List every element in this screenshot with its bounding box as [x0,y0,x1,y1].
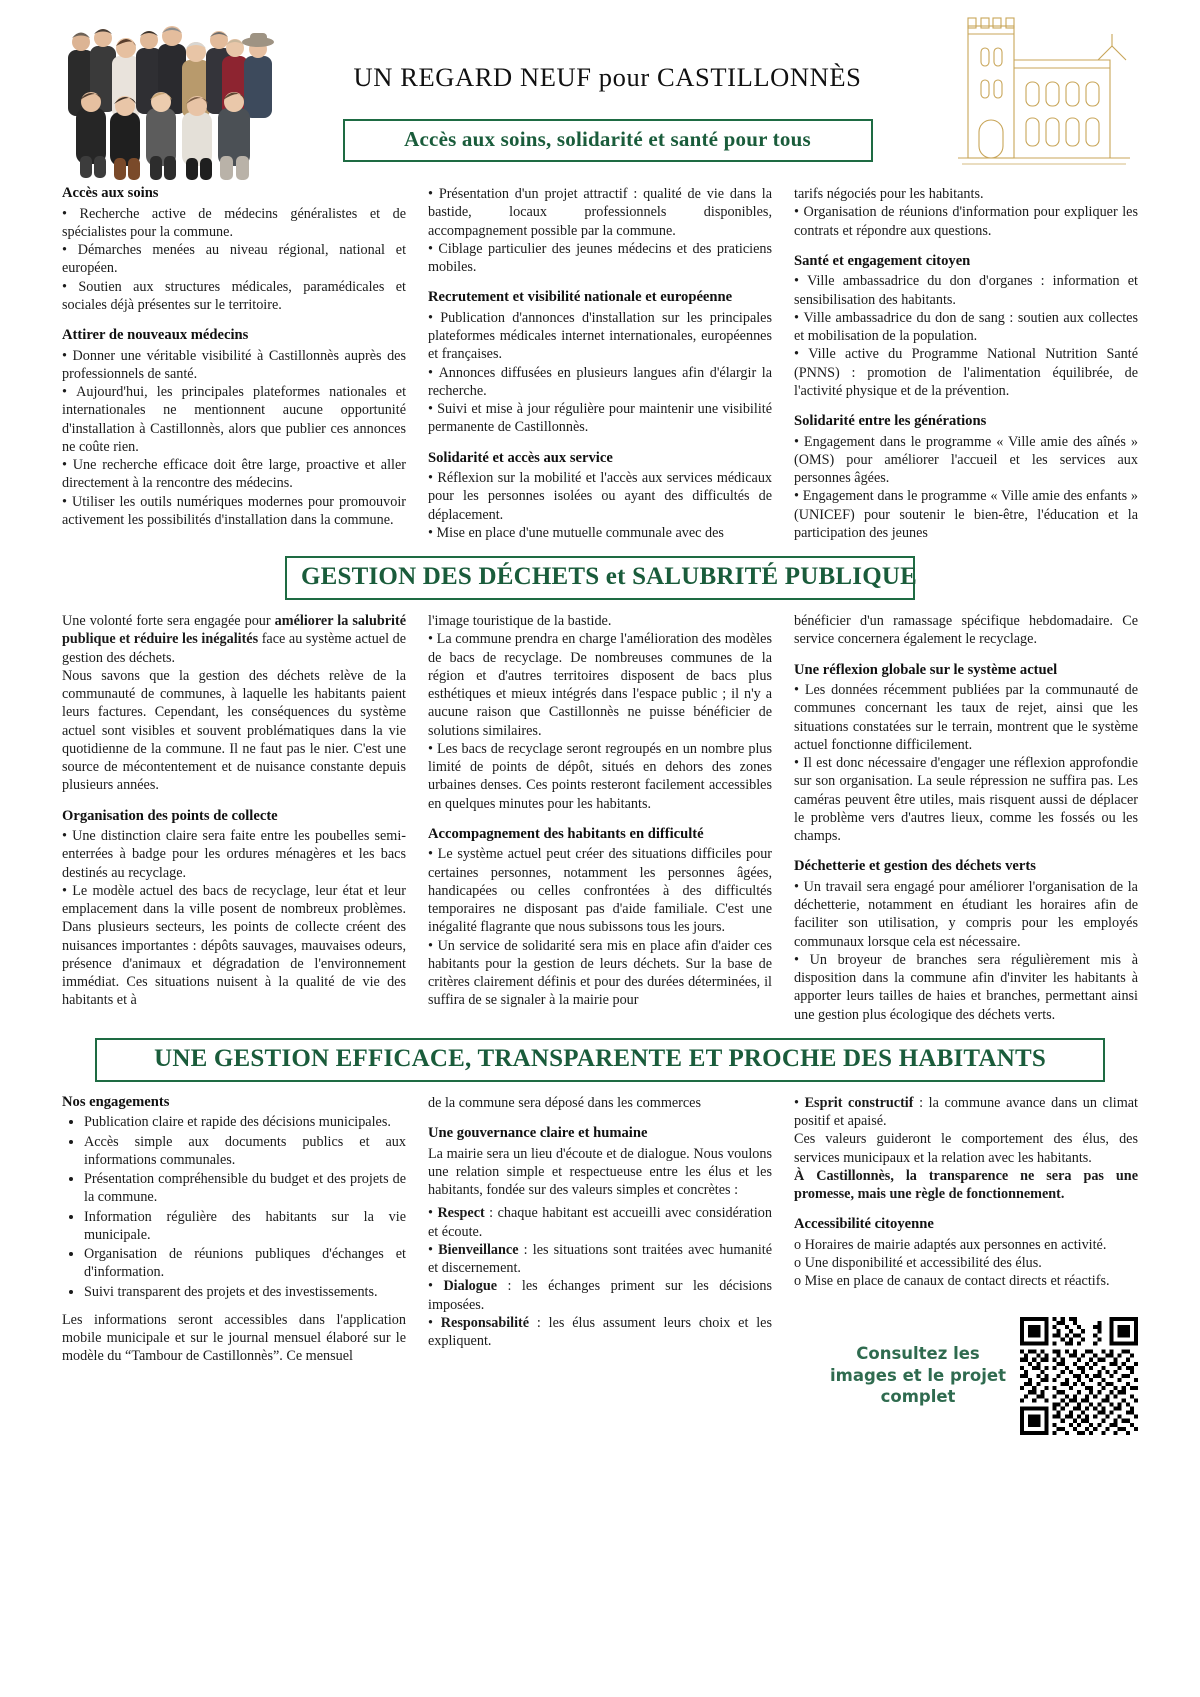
bullet: • La commune prendra en charge l'amélioration des modèles de bacs de recyclage. De nombreuses communes de la région et d'autres territoires disposent de bacs plus esthétiques et mieux intégrés dans l'espace public ; il n'y a aucune raison que Castillonnès ne puisse bénéficier de solutions similaires. [428,630,772,740]
governance-section-banner-text: UNE GESTION EFFICACE, TRANSPARENTE ET PROCHE DES HABITANTS [154,1044,1046,1072]
governance-column-1 [62,1094,406,1366]
health-column-3 [794,185,1138,542]
waste-section-columns [0,612,1200,1024]
bullet: • Ciblage particulier des jeunes médecins et des praticiens mobiles. [428,240,772,277]
heading-accessibilite-citoyenne: Accessibilité citoyenne [794,1216,934,1233]
value-label: Responsabilité [440,1314,530,1331]
health-section-columns [0,185,1200,542]
paragraph-intro [62,612,406,667]
bullet: • Les bacs de recyclage seront regroupés en un nombre plus limité de points de dépôt, situés en dehors des zones urbaines denses. Ces points resteront facilement accessibles en quelques minutes pour les habitants. [428,740,772,813]
bullet: • Démarches menées au niveau régional, national et européen. [62,241,406,278]
paragraph: Les informations seront accessibles dans l'application mobile municipale et sur le journal mensuel élaboré sur le modèle du “Tambour de Castillonnès”. Ce mensuel [62,1311,406,1365]
waste-section-banner-text: GESTION DES DÉCHETS et SALUBRITÉ PUBLIQUE [301,563,917,590]
value-label: Bienveillance [438,1241,519,1258]
governance-section-banner [95,1038,1105,1082]
value-dialogue [428,1277,772,1314]
bullet: • Engagement dans le programme « Ville amie des enfants » (UNICEF) pour soutenir le bien-être, l'éducation et la participation des jeunes [794,487,1138,542]
list-item: • Organisation de réunions publiques d'échanges et d'information. [84,1245,406,1282]
value-responsabilite [428,1314,772,1351]
health-column-2 [428,185,772,542]
value-label: Esprit constructif [804,1094,914,1111]
bullet: • Soutien aux structures médicales, paramédicales et sociales déjà présentes sur le territoire. [62,278,406,315]
heading-solidarite-generations: Solidarité entre les générations [794,413,987,429]
qr-caption [830,1343,1006,1407]
governance-section-columns [0,1094,1200,1435]
heading-gouvernance-claire-humaine: Une gouvernance claire et humaine [428,1125,648,1141]
paragraph: Nous savons que la gestion des déchets relève de la communauté de communes, à laquelle les habitants paient leurs factures. Cependant, les conséquences du système actuel sont visibles et souvent problématiques dans la vie quotidienne de la commune. Il ne faut pas le nier. C'est une source de mécontentement et de nuisance constante depuis plusieurs années. [62,667,406,794]
bullet: • Un service de solidarité sera mis en place afin d'aider ces habitants pour la gestion de leurs déchets. Sur la base de critères clairement définis et pour des durées déterminées, il suffira de se signaler à la mairie pour [428,937,772,1010]
value-label: Respect [437,1205,485,1222]
intro-part-2: face au système actuel de gestion des déchets. [62,631,406,666]
waste-column-1 [62,612,406,1010]
bullet: • Engagement dans le programme « Ville amie des aînés » (OMS) pour améliorer l'accueil et les services aux personnes âgées. [794,433,1138,488]
waste-column-2 [428,612,772,1010]
heading-recrutement-visibilite: Recrutement et visibilité nationale et européenne [428,289,733,306]
heading-nos-engagements: Nos engagements [62,1093,170,1110]
accessibility-item: o Mise en place de canaux de contact directs et réactifs. [794,1272,1138,1290]
bullet: • Ville ambassadrice du don de sang : soutien aux collectes et mobilisation de la population. [794,309,1138,346]
paragraph: La mairie sera un lieu d'écoute et de dialogue. Nous voulons une relation simple et respectueuse entre les élus et les habitants, fondée sur des valeurs simples et concrètes : [428,1145,772,1198]
bullet: • Recherche active de médecins généralistes et de spécialistes pour la commune. [62,205,406,242]
bullet: • Utiliser les outils numériques modernes pour promouvoir activement les possibilités d'installation dans la commune. [62,493,406,530]
value-bienveillance [428,1241,772,1278]
intro-highlight: améliorer la salubrité publique et réduire les inégalités [62,613,406,648]
list-item: • Présentation compréhensible du budget et des projets de la commune. [84,1170,406,1207]
bullet: • Un broyeur de branches sera régulièrement mis à disposition dans la commune afin d'inviter les habitants à apporter leurs tailles de haies et branches, permettant ainsi une gestion plus écologique des déchets verts. [794,951,1138,1024]
bullet: • Il est donc nécessaire d'engager une réflexion approfondie sur son organisation. La seule répression ne suffira pas. Les caméras peuvent être utiles, mais risquent aussi de déplacer le problème vers d'autres lieux, comme les fossés ou les champs. [794,754,1138,845]
value-text: : les échanges priment sur les décisions imposées. [428,1278,772,1313]
governance-column-3 [794,1094,1138,1435]
heading-accompagnement-habitants: Accompagnement des habitants en difficulté [428,825,704,842]
bullet: • Suivi et mise à jour régulière pour maintenir une visibilité permanente de Castillonnès. [428,400,772,437]
qr-caption-line-1: Consultez les [856,1344,980,1364]
heading-acces-aux-soins: Accès aux soins [62,185,159,201]
bullet: • Présentation d'un projet attractif : qualité de vie dans la bastide, locaux professionnels disponibles, accompagnement possible par la commune. [428,185,772,240]
value-text: : les élus assument leurs choix et les expliquent. [428,1314,772,1349]
bullet: • Donner une véritable visibilité à Castillonnès auprès des professionnels de santé. [62,347,406,384]
page-title: UN REGARD NEUF pour CASTILLONNÈS [353,62,862,92]
paragraph-transparence: À Castillonnès, la transparence ne sera pas une promesse, mais une règle de fonctionnement. [794,1167,1138,1202]
bullet: • Le modèle actuel des bacs de recyclage, leur état et leur emplacement dans la ville posent de nombreux problèmes. Dans plusieurs secteurs, les points de collecte créent des nuisances importantes : dépôts sauvages, mauvaises odeurs, présence d'animaux et dégradation de l'environnement immédiat. Ces situations nuisent à la qualité de vie des habitants et à [62,882,406,1010]
bullet: • Mise en place d'une mutuelle communale avec des [428,524,772,542]
qr-code[interactable] [1020,1317,1138,1435]
value-label: Dialogue [443,1278,498,1295]
health-section-banner-text: Accès aux soins, solidarité et santé pour tous [404,127,811,151]
heading-sante-engagement-citoyen: Santé et engagement citoyen [794,252,971,269]
engagements-list [62,1113,406,1301]
bullet: • Organisation de réunions d'information pour expliquer les contrats et répondre aux questions. [794,203,1138,240]
heading-attirer-medecins: Attirer de nouveaux médecins [62,327,249,343]
header [0,0,1200,185]
title-block [300,0,915,162]
governance-column-2 [428,1094,772,1351]
bullet: • Publication d'annonces d'installation sur les principales plateformes médicales internet internationales, européennes et françaises. [428,309,772,364]
qr-footer [794,1317,1138,1435]
list-item: • Information régulière des habitants sur la vie municipale. [84,1208,406,1245]
heading-dechetterie-dechets-verts: Déchetterie et gestion des déchets verts [794,858,1036,875]
bullet: • Réflexion sur la mobilité et l'accès aux services médicaux pour les personnes isolées ou ayant des difficultés de déplacement. [428,469,772,524]
bullet: • Ville active du Programme National Nutrition Santé (PNNS) : promotion de l'alimentation équilibrée, de l'activité physique et de la prévention. [794,345,1138,400]
paragraph: Ces valeurs guideront le comportement des élus, des services municipaux et la relation avec les habitants. [794,1131,1138,1166]
intro-part-1: Une volonté forte sera engagée pour [62,613,275,629]
bullet: • Une recherche efficace doit être large, proactive et aller directement à la rencontre des médecins. [62,456,406,493]
waste-column-3 [794,612,1138,1024]
bullet: • Un travail sera engagé pour améliorer l'organisation de la déchetterie, notamment en étudiant les horaires afin de faciliter son utilisation, y compris pour les employés communaux lorsque cela est nécessaire. [794,878,1138,951]
bullet: • Les données récemment publiées par la communauté de communes concernant les taux de rejet, ainsi que les situations constatées sur le terrain, montrent que le système actuel fonctionne difficilement. [794,681,1138,754]
qr-caption-line-2: images et le projet [830,1365,1006,1385]
qr-caption-line-3: complet [880,1387,956,1407]
heading-solidarite-acces-service: Solidarité et accès aux service [428,449,613,466]
castillonnes-tower-logo [948,8,1138,183]
list-item: • Publication claire et rapide des décisions municipales. [84,1113,406,1131]
list-item: • Accès simple aux documents publics et aux informations communales. [84,1133,406,1170]
value-esprit-constructif [794,1094,1138,1131]
health-column-1 [62,185,406,529]
accessibility-item: o Horaires de mairie adaptés aux personnes en activité. [794,1236,1138,1254]
heading-reflexion-globale: Une réflexion globale sur le système actuel [794,661,1058,678]
paragraph: de la commune sera déposé dans les commerces [428,1094,702,1111]
health-section-banner [343,119,873,162]
bullet: • Annonces diffusées en plusieurs langues afin d'élargir la recherche. [428,364,772,401]
team-group-photo [62,16,277,186]
value-respect [428,1204,772,1241]
bullet: • Aujourd'hui, les principales plateformes nationales et internationales ne mentionnent aucune opportunité d'installation à Castillonnès, alors que publier ces annonces ne coûte rien. [62,383,406,456]
value-text: : la commune avance dans un climat positif et apaisé. [794,1094,1138,1129]
heading-organisation-points-collecte: Organisation des points de collecte [62,807,278,824]
bullet: • Une distinction claire sera faite entre les poubelles semi-enterrées à badge pour les ordures ménagères et les bacs destinés au recyclage. [62,827,406,882]
accessibility-item: o Une disponibilité et accessibilité des élus. [794,1254,1138,1272]
value-text: : chaque habitant est accueilli avec considération et écoute. [428,1205,772,1240]
paragraph: tarifs négociés pour les habitants. [794,186,984,202]
waste-section-banner [285,556,915,600]
value-text: : les situations sont traitées avec humanité et discernement. [428,1241,773,1276]
list-item: • Suivi transparent des projets et des investissements. [84,1283,406,1301]
bullet: • Ville ambassadrice du don d'organes : information et sensibilisation des habitants. [794,272,1138,309]
bullet: • Le système actuel peut créer des situations difficiles pour certaines personnes, notamment les personnes âgées, handicapées ou celles confrontées à des difficultés temporaires ne disposant pas d'aide familiale. C'est une inégalité flagrante que nous subissons tous les jours. [428,845,772,936]
paragraph: bénéficier d'un ramassage spécifique hebdomadaire. Ce service concernera également le recyclage. [794,613,1138,648]
paragraph: l'image touristique de la bastide. [428,613,612,629]
